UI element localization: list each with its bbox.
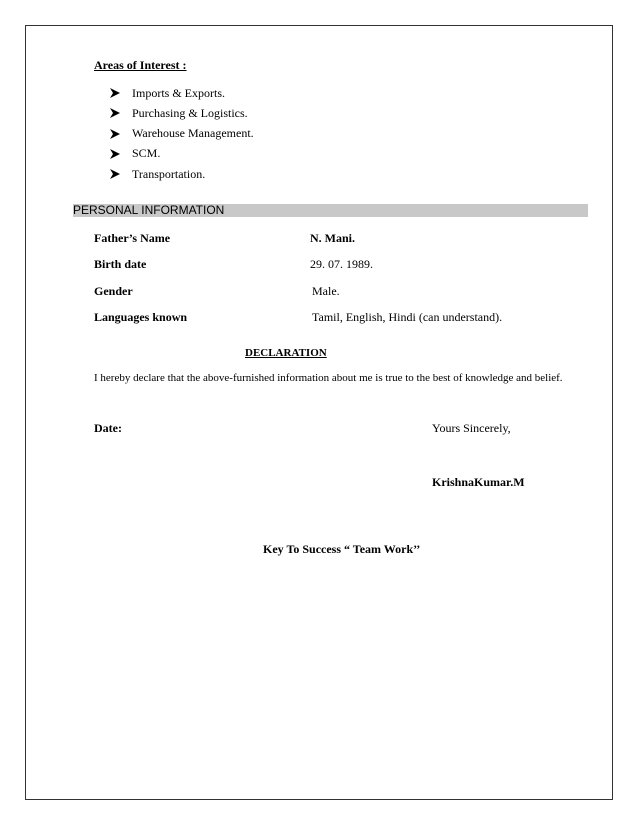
gender-label: Gender <box>94 284 133 298</box>
interest-item-label: Warehouse Management. <box>132 126 254 141</box>
interest-item-label: Purchasing & Logistics. <box>132 105 248 120</box>
declaration-text: I hereby declare that the above-furnished information about me is true to the best of knowledge and belief. <box>94 372 563 384</box>
birth-date-label: Birth date <box>94 257 147 271</box>
signature-name: KrishnaKumar.M <box>432 475 525 489</box>
areas-of-interest-heading: Areas of Interest : <box>94 58 187 72</box>
arrow-bullet-icon <box>110 108 120 118</box>
arrow-bullet-icon <box>110 149 120 159</box>
arrow-bullet-icon <box>110 88 120 98</box>
yours-sincerely-text: Yours Sincerely, <box>432 421 511 435</box>
areas-of-interest-list <box>110 83 254 184</box>
languages-value: Tamil, English, Hindi (can understand). <box>312 310 503 324</box>
arrow-bullet-icon <box>110 169 120 179</box>
interest-item-label: Imports & Exports. <box>132 85 225 100</box>
date-label: Date: <box>94 421 122 435</box>
list-item <box>110 144 254 164</box>
gender-value: Male. <box>312 284 340 298</box>
languages-label: Languages known <box>94 310 188 324</box>
birth-date-value: 29. 07. 1989. <box>310 257 373 271</box>
motto-text: Key To Success “ Team Work’’ <box>263 542 421 556</box>
interest-item-label: SCM. <box>132 146 161 161</box>
list-item <box>110 164 254 184</box>
interest-item-label: Transportation. <box>132 166 206 181</box>
list-item <box>110 124 254 144</box>
list-item <box>110 103 254 123</box>
declaration-heading: DECLARATION <box>245 347 327 359</box>
arrow-bullet-icon <box>110 129 120 139</box>
list-item <box>110 83 254 103</box>
personal-information-title: PERSONAL INFORMATION <box>73 203 225 217</box>
fathers-name-label: Father’s Name <box>94 231 171 245</box>
fathers-name-value: N. Mani. <box>310 231 355 245</box>
